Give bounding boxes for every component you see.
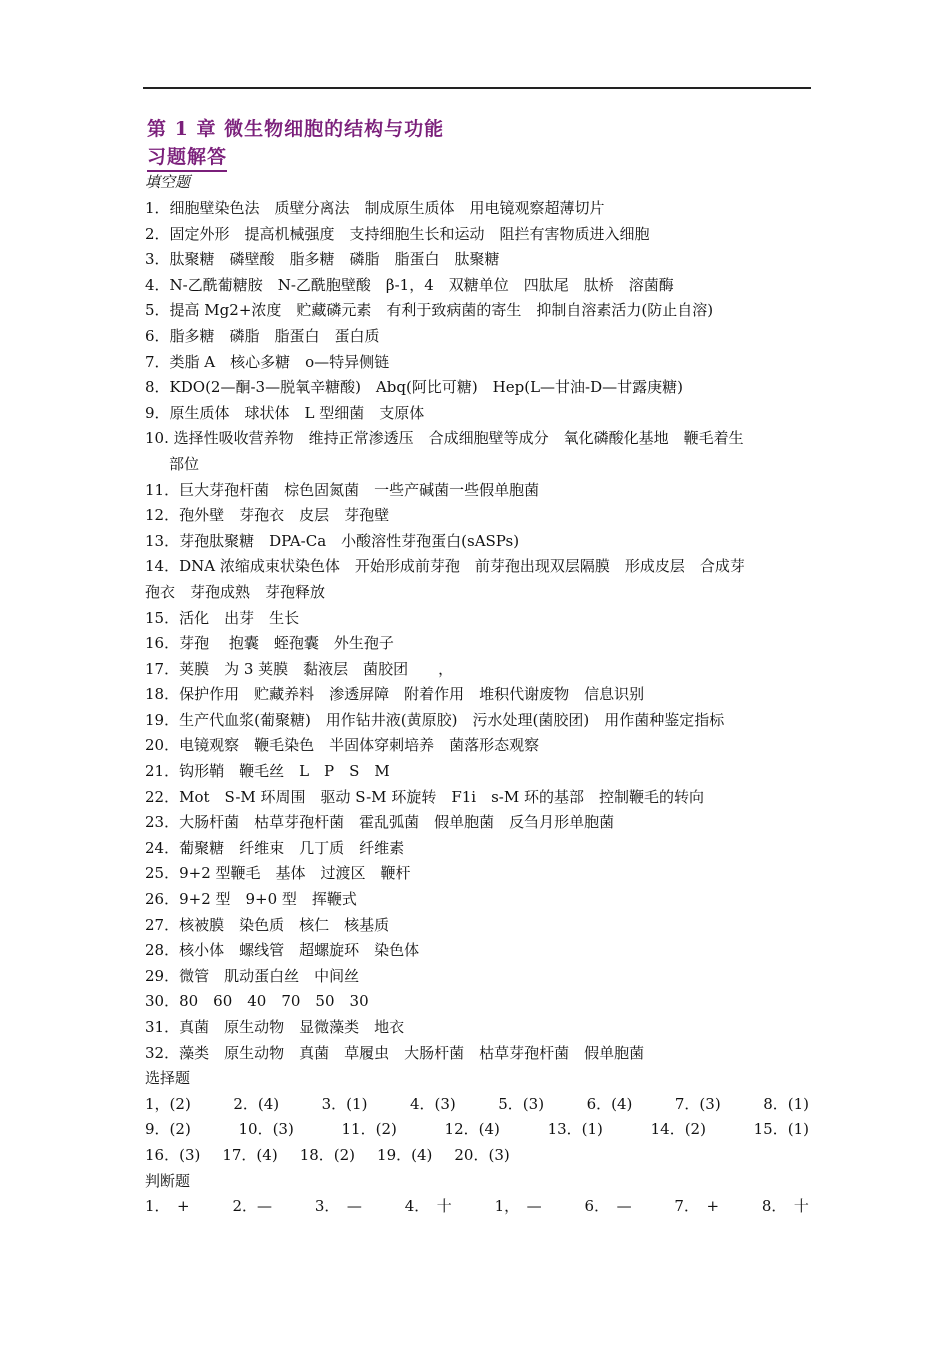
header-rule [143, 87, 811, 89]
fill-blank-item: 27．核被膜 染色质 核仁 核基质 [145, 915, 390, 934]
fill-blank-item: 23．大肠杆菌 枯草芽孢杆菌 霍乱弧菌 假单胞菌 反刍月形单胞菌 [145, 813, 615, 832]
answer-cell: 1，(2) [145, 1094, 191, 1113]
answer-cell: 1． + [145, 1197, 190, 1216]
fill-blank-item: 1．细胞壁染色法 质壁分离法 制成原生质体 用电镜观察超薄切片 [145, 199, 605, 217]
choice-row-2 [145, 1117, 809, 1143]
answer-cell: 7．(3) [674, 1094, 721, 1113]
answer-cell: 6．(4) [586, 1094, 633, 1113]
answer-cell: 12．(4) [444, 1120, 500, 1139]
answer-content [145, 196, 815, 1220]
fill-blank-item: 8．KDO(2—酮-3—脱氧辛糖酸) Abq(阿比可糖) Hep(L—甘油-D—甘露庚糖) [145, 378, 683, 397]
answer-cell: 18．(2) [299, 1145, 356, 1164]
judge-row-1 [145, 1194, 809, 1220]
answer-cell: 7． + [674, 1197, 720, 1216]
fill-blank-item: 21．钩形鞘 鞭毛丝 L P S M [145, 762, 390, 781]
fill-blank-item: 12．孢外壁 芽孢衣 皮层 芽孢壁 [145, 506, 390, 525]
answer-cell: 8．(1) [763, 1094, 809, 1113]
fill-blank-item: 13．芽孢肽聚糖 DPA-Ca 小酸溶性芽孢蛋白(sASPs) [145, 531, 520, 550]
fill-blank-item: 2．固定外形 提高机械强度 支持细胞生长和运动 阻拦有害物质进入细胞 [145, 224, 650, 243]
answer-cell: 11．(2) [341, 1120, 397, 1139]
answer-cell: 20．(3) [454, 1145, 510, 1164]
fill-blank-item: 7．类脂 A 核心多糖 o—特异侧链 [145, 352, 390, 371]
answer-cell: 2．(4) [233, 1094, 280, 1113]
answer-cell: 3． — [314, 1197, 362, 1216]
answer-cell: 4．(3) [409, 1094, 456, 1113]
fill-blank-item: 3．肽聚糖 磷壁酸 脂多糖 磷脂 脂蛋白 肽聚糖 [145, 250, 500, 269]
choice-row-1 [145, 1092, 809, 1118]
answer-cell: 9．(2) [145, 1120, 191, 1139]
fill-blank-item: 19．生产代血浆(葡聚糖) 用作钻井液(黄原胶) 污水处理(菌胶团) 用作菌种鉴定指标 [145, 710, 725, 729]
fill-blank-item: 孢衣 芽孢成熟 芽孢释放 [145, 582, 326, 601]
answer-cell: 10．(3) [238, 1120, 294, 1139]
fill-blank-item: 20．电镜观察 鞭毛染色 半固体穿刺培养 菌落形态观察 [145, 736, 540, 755]
choice-heading: 选择题 [145, 1069, 191, 1088]
answer-cell: 17．(4) [222, 1145, 278, 1164]
answer-cell: 1， — [494, 1197, 542, 1216]
fill-blank-list [145, 196, 815, 1066]
fill-blank-item: 26．9+2 型 9+0 型 挥鞭式 [145, 890, 357, 909]
answer-cell: 8． 十 [761, 1197, 809, 1216]
fill-blank-item: 5．提高 Mg2+浓度 贮藏磷元素 有利于致病菌的寄生 抑制自溶素活力(防止自溶) [145, 301, 714, 320]
fill-blank-item: 部位 [169, 454, 200, 473]
answer-cell: 2．— [232, 1197, 273, 1216]
answer-cell: 14．(2) [650, 1120, 706, 1139]
fill-blank-item: 24．葡聚糖 纤维束 几丁质 纤维素 [145, 838, 405, 857]
fill-blank-item: 25．9+2 型鞭毛 基体 过渡区 鞭杆 [145, 864, 411, 883]
answer-cell: 15．(1) [753, 1120, 809, 1139]
fill-blank-item: 31．真菌 原生动物 显微藻类 地衣 [145, 1018, 405, 1036]
answer-cell: 16．(3) [145, 1145, 201, 1164]
fill-blank-heading: 填空题 [145, 173, 191, 191]
answer-cell: 6． — [584, 1197, 632, 1216]
fill-blank-item: 22．Mot S-M 环周围 驱动 S-M 环旋转 F1i s-M 环的基部 控制鞭毛的转向 [145, 787, 704, 806]
answer-cell: 3．(1) [321, 1094, 368, 1113]
fill-blank-item: 18．保护作用 贮藏养料 渗透屏障 附着作用 堆积代谢废物 信息识别 [145, 685, 645, 704]
fill-blank-item: 16．芽孢 抱囊 蛭孢囊 外生孢子 [145, 634, 394, 653]
fill-blank-item: 15．活化 出芽 生长 [145, 608, 300, 627]
fill-blank-item: 32．藻类 原生动物 真菌 草履虫 大肠杆菌 枯草芽孢杆菌 假单胞菌 [145, 1043, 645, 1062]
answer-cell: 13．(1) [547, 1120, 603, 1139]
section-subtitle: 习题解答 [147, 142, 227, 172]
fill-blank-item: 30．80 60 40 70 50 30 [145, 992, 369, 1011]
chapter-title: 第 1 章 微生物细胞的结构与功能 [147, 118, 445, 140]
fill-blank-item: 17．荚膜 为 3 荚膜 黏液层 菌胶团 ， [145, 659, 454, 678]
fill-blank-item: 29．微管 肌动蛋白丝 中间丝 [145, 966, 360, 985]
fill-blank-item: 6．脂多糖 磷脂 脂蛋白 蛋白质 [145, 326, 380, 345]
fill-blank-item: 10. 选择性吸收营养物 维持正常渗透压 合成细胞壁等成分 氧化磷酸化基地 鞭毛着生 [145, 429, 744, 448]
fill-blank-item: 14．DNA 浓缩成束状染色体 开始形成前芽孢 前芽孢出现双层隔膜 形成皮层 合成芽 [145, 557, 745, 576]
fill-blank-item: 28．核小体 螺线管 超螺旋环 染色体 [145, 941, 420, 960]
answer-cell: 19．(4) [377, 1145, 433, 1164]
choice-row-3 [145, 1143, 809, 1169]
answer-cell: 5．(3) [498, 1094, 545, 1113]
answer-cell: 4． 十 [404, 1197, 452, 1216]
fill-blank-item: 4．N-乙酰葡糖胺 N-乙酰胞壁酸 β-1，4 双糖单位 四肽尾 肽桥 溶菌酶 [145, 275, 674, 294]
judge-heading: 判断题 [145, 1171, 191, 1190]
fill-blank-item: 9．原生质体 球状体 L 型细菌 支原体 [145, 403, 425, 422]
fill-blank-item: 11．巨大芽孢杆菌 棕色固氮菌 一些产碱菌一些假单胞菌 [145, 480, 540, 499]
